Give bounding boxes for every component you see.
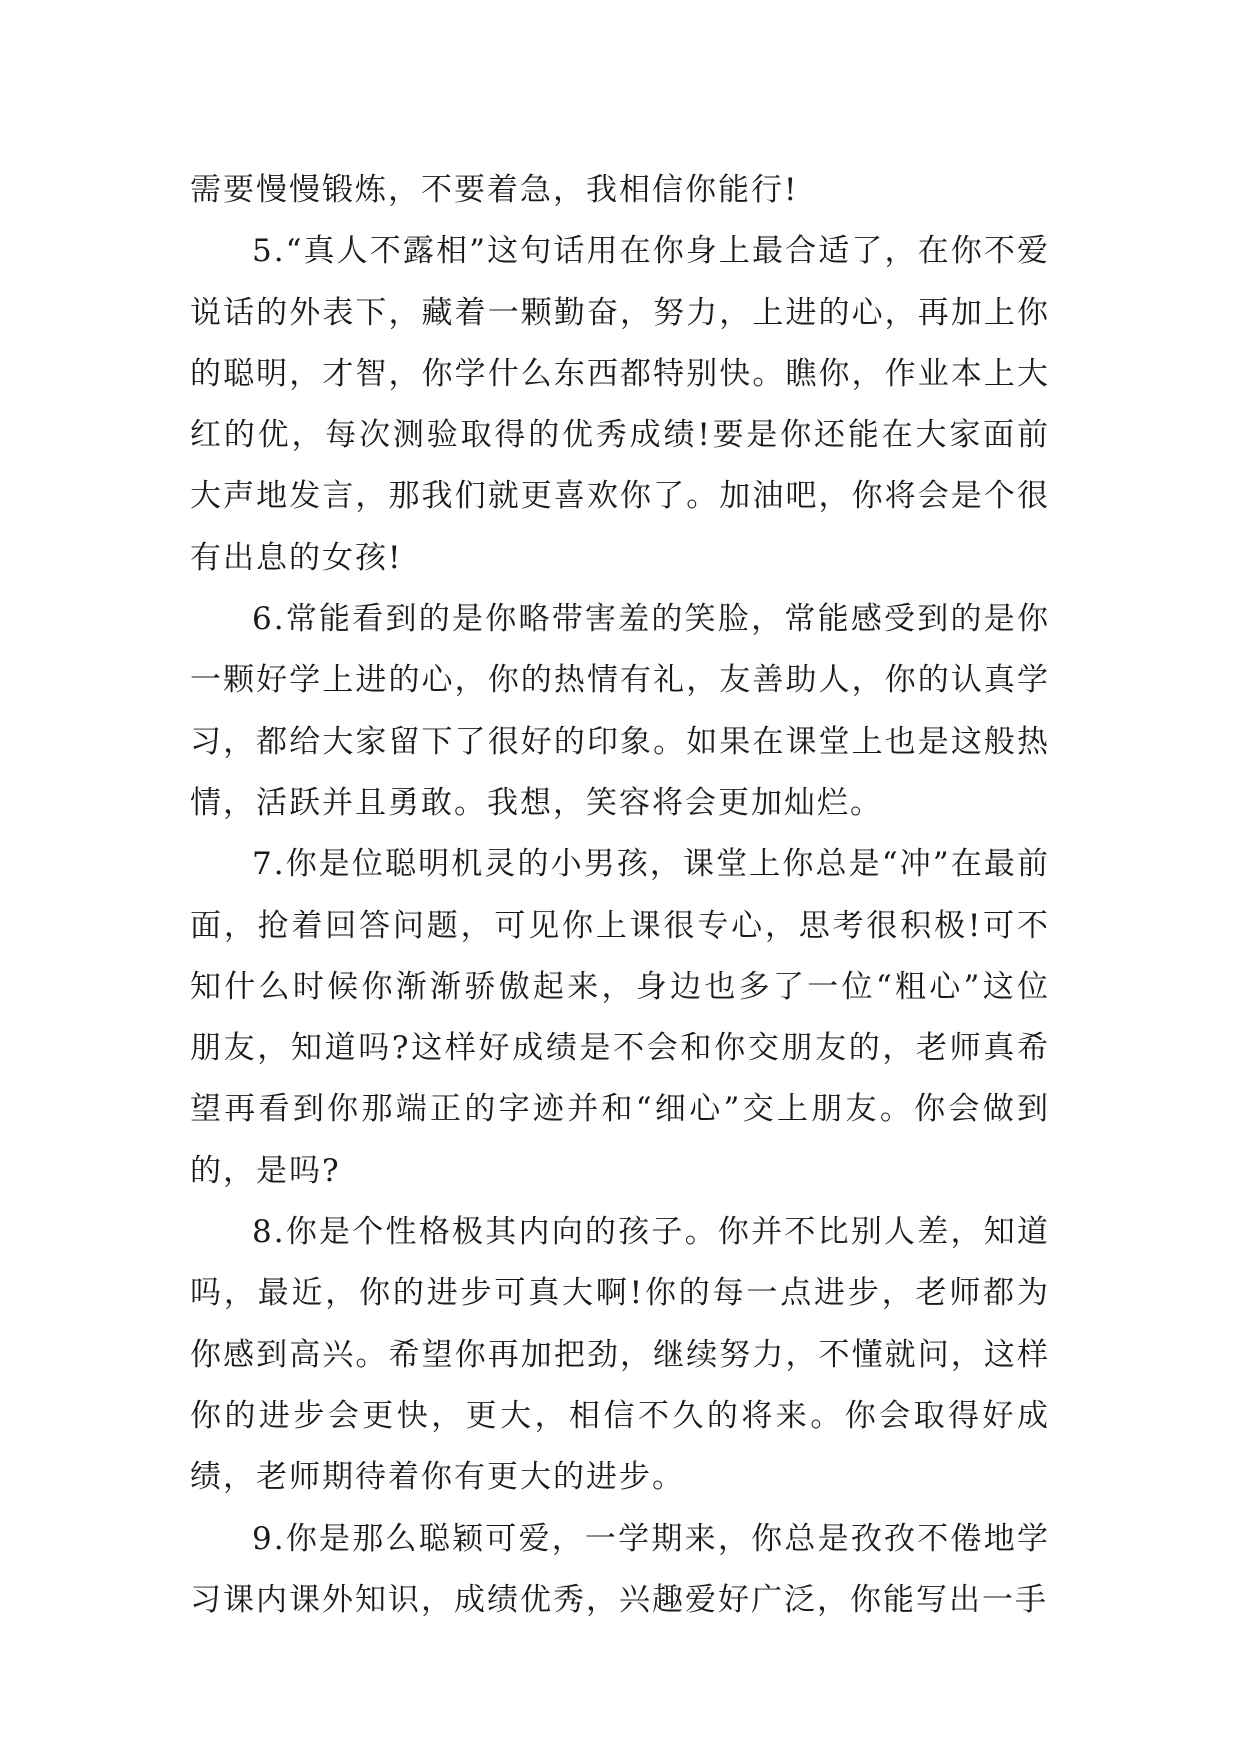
paragraph-item-5: 5.“真人不露相”这句话用在你身上最合适了，在你不爱说话的外表下，藏着一颗勤奋，努力，上进的心，再加上你的聪明，才智，你学什么东西都特别快。瞧你，作业本上大红的优，每次测验取得的优秀成绩!要是你还能在大家面前大声地发言，那我们就更喜欢你了。加油吧，你将会是个很有出息的女孩! (190, 233, 1050, 576)
document-body (190, 160, 1050, 1631)
paragraph-item-7: 7.你是位聪明机灵的小男孩，课堂上你总是“冲”在最前面，抢着回答问题，可见你上课很专心，思考很积极!可不知什么时候你渐渐骄傲起来，身边也多了一位“粗心”这位朋友，知道吗?这样好成绩是不会和你交朋友的，老师真希望再看到你那端正的字迹并和“细心”交上朋友。你会做到的，是吗? (190, 846, 1050, 1189)
paragraph-item-8: 8.你是个性格极其内向的孩子。你并不比别人差，知道吗，最近，你的进步可真大啊!你的每一点进步，老师都为你感到高兴。希望你再加把劲，继续努力，不懂就问，这样你的进步会更快，更大，相信不久的将来。你会取得好成绩，老师期待着你有更大的进步。 (190, 1214, 1050, 1496)
paragraph-item-6: 6.常能看到的是你略带害羞的笑脸，常能感受到的是你一颗好学上进的心，你的热情有礼，友善助人，你的认真学习，都给大家留下了很好的印象。如果在课堂上也是这般热情，活跃并且勇敢。我想，笑容将会更加灿烂。 (190, 601, 1050, 821)
paragraph-item-9: 9.你是那么聪颖可爱，一学期来，你总是孜孜不倦地学习课内课外知识，成绩优秀，兴趣爱好广泛，你能写出一手 (190, 1520, 1050, 1618)
paragraph-continuation: 需要慢慢锻炼，不要着急，我相信你能行! (190, 172, 799, 208)
